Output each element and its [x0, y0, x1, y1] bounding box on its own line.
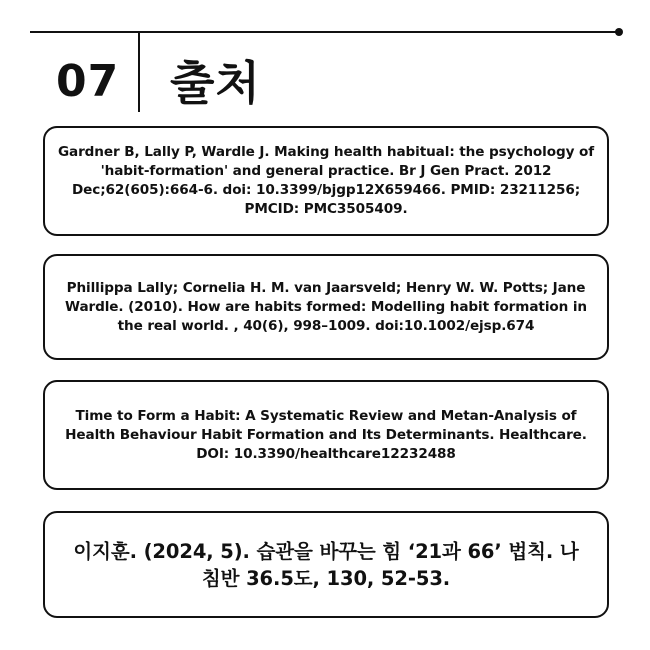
reference-text: Phillippa Lally; Cornelia H. M. van Jaarsveld; Henry W. W. Potts; Jane Wardle. (2010). How are habits formed: Modelling habit formation in the real world. , 40(6), 998–1009. doi:10.1002/ejsp.674: [65, 279, 587, 334]
reference-text: Gardner B, Lally P, Wardle J. Making health habitual: the psychology of 'habit-formation' and general practice. Br J Gen Pract. 2012 Dec;62(605):664-6. doi: 10.3399/bjgp12X659466. PMID: 23211256; PMCID: PMC3505409.: [57, 144, 595, 217]
reference-card: [43, 254, 609, 360]
header-divider: [138, 33, 140, 112]
reference-card: [43, 380, 609, 490]
reference-text: 이지훈. (2024, 5). 습관을 바꾸는 힘 ‘21과 66’ 법칙. 나침반 36.5도, 130, 52-53.: [73, 539, 579, 590]
page-title: 출처: [170, 56, 261, 110]
header-rule-dot: [615, 28, 623, 36]
reference-text: Time to Form a Habit: A Systematic Review and Metan-Analysis of Health Behaviour Habit Formation and Its Determinants. Healthcare. DOI: 10.3390/healthcare12232488: [65, 407, 587, 462]
reference-card: [43, 511, 609, 618]
section-number: 07: [56, 56, 120, 107]
header-rule: [30, 31, 618, 33]
reference-card: [43, 126, 609, 236]
